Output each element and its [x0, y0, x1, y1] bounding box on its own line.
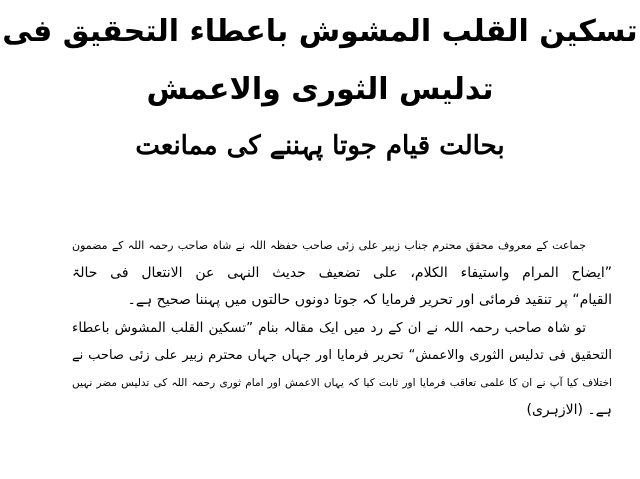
subtitle: بحالت قیام جوتا پہننے کی ممانعت	[135, 131, 505, 161]
body-line: التحقیق فی تدلیس الثوری والاعمش“ تحریر فرمایا اور جہاں جہاں محترم زبیر علی زئی صاحب نے	[72, 348, 612, 363]
body-line: تو شاہ صاحب رحمہ اللہ نے ان کے رد میں ایک مقالہ بنام ”تسکین القلب المشوش باعطاء	[72, 319, 586, 336]
title-line-2: تدلیس الثوری والاعمش	[146, 72, 494, 107]
body-line: القیام“ پر تنقید فرمائی اور تحریر فرمایا کہ جوتا دونوں حالتوں میں پہننا صحیح ہے۔	[127, 292, 612, 308]
body-line: ”ایضاح المرام واستیفاء الکلام، علی تضعیف حدیث النہی عن الانتعال فی حالۃ	[72, 264, 612, 281]
body-line: جماعت کے معروف محقق محترم جناب زبیر علی زئی صاحب حفظہ اللہ نے شاہ صاحب رحمہ اللہ کے مضمون	[72, 239, 586, 252]
body-line: ہے۔ (الازہری)	[526, 402, 612, 418]
body-text	[72, 232, 612, 425]
title-line-1: تسکین القلب المشوش باعطاء التحقیق فی	[2, 14, 638, 49]
body-line: اختلاف کیا آپ نے ان کا علمی تعاقب فرمایا اور ثابت کیا کہ یہاں الاعمش اور امام ثوری رحمہ اللہ کی تدلیس مضر نہیں	[72, 376, 612, 389]
